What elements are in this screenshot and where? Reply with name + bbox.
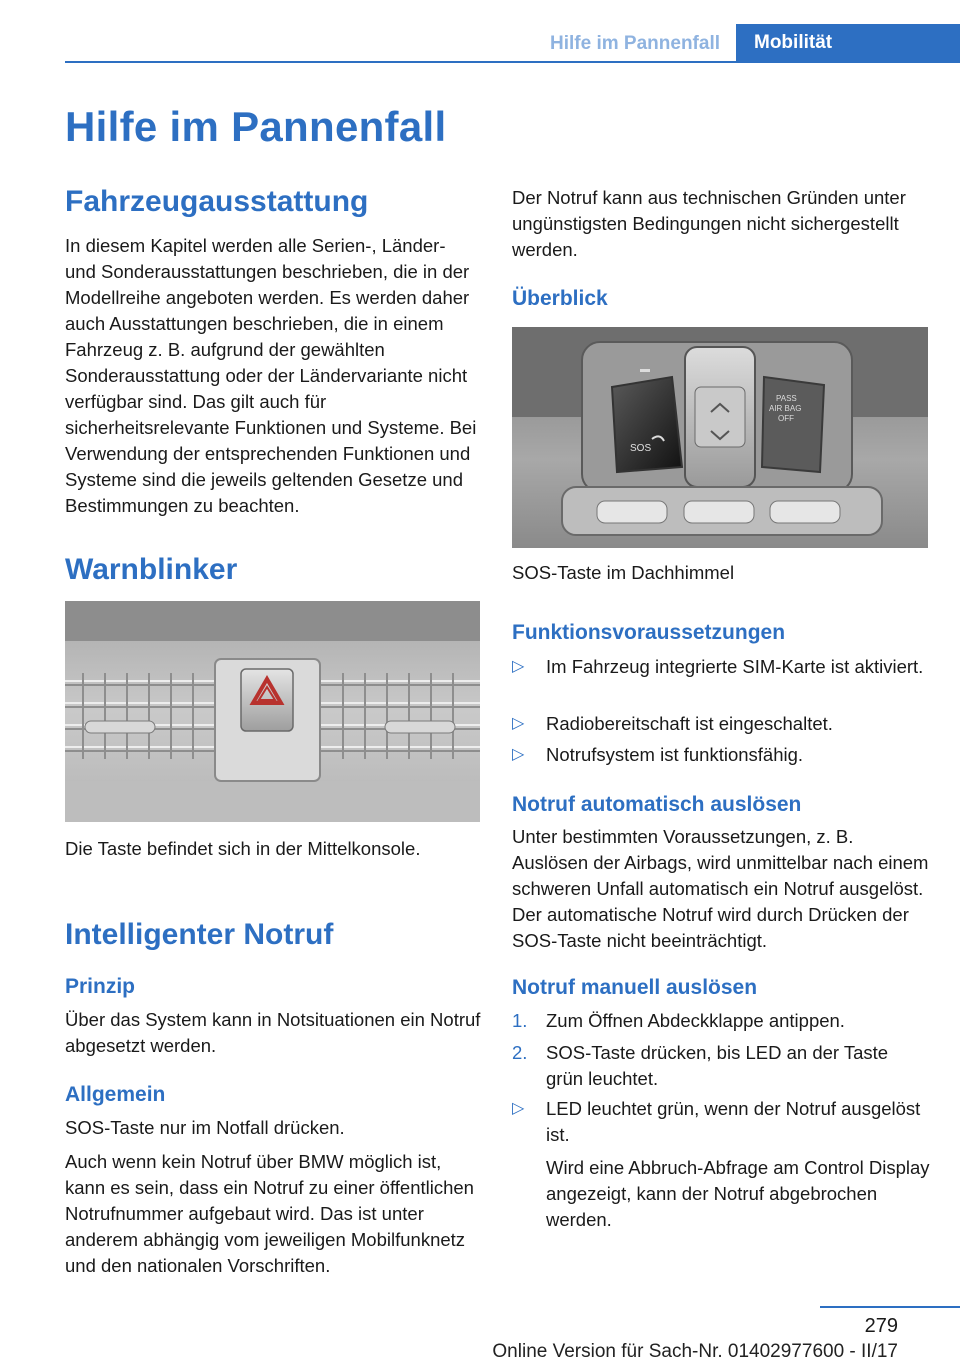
heading-ueberblick: Überblick — [512, 287, 608, 310]
heading-allgemein: Allgemein — [65, 1083, 166, 1106]
bullet-triangle-icon: ▷ — [512, 1100, 525, 1117]
sos-button-image — [512, 327, 928, 548]
online-version-note: Online Version für Sach-Nr. 01402977600 - II/17 — [492, 1341, 898, 1362]
step-number: 1. — [512, 1010, 528, 1031]
step-text: Zum Öffnen Abdeckklappe antippen. — [546, 1010, 845, 1031]
step-text: SOS-Taste drücken, bis LED an der Taste grün leuchtet. — [546, 1042, 889, 1089]
bullet-triangle-icon: ▷ — [512, 658, 525, 675]
list-item — [512, 1008, 930, 1034]
paragraph-led-note: Wird eine Abbruch-Abfrage am Control Display angezeigt, kann der Notruf abgebrochen werden. — [546, 1157, 930, 1230]
heading-fahrzeugausstattung: Fahrzeugausstattung — [65, 185, 369, 218]
heading-prinzip: Prinzip — [65, 975, 136, 998]
paragraph-fahrzeugausstattung: In diesem Kapitel werden alle Serien-, Länder- und Sonderausstattungen beschrieben, die in der Modellreihe angeboten werden. Es werden daher auch Ausstattungen beschrieben, die in einem Fahrzeug z. B. aufgrund der gewählten Sonderausstattung oder der Ländervariante nicht verfügbar sind. Das gilt auch für sicherheitsrelevante Funktionen und Systeme. Bei Verwendung der entsprechenden Funktionen und Systeme sind die jeweils geltenden Gesetze und Bestimmungen zu beachten. — [65, 235, 477, 516]
sos-label: SOS — [630, 443, 652, 454]
bullet-triangle-icon: ▷ — [512, 715, 525, 732]
caption-warnblinker: Die Taste befindet sich in der Mittelkonsole. — [65, 838, 421, 859]
paragraph-allgemein-1: SOS-Taste nur im Notfall drücken. — [65, 1117, 345, 1138]
heading-funktionsvoraussetzungen: Funktionsvoraussetzungen — [512, 621, 786, 644]
header-section-title: Hilfe im Pannenfall — [550, 33, 720, 54]
list-item — [512, 1040, 930, 1092]
list-item — [512, 1096, 930, 1148]
heading-warnblinker: Warnblinker — [65, 553, 238, 586]
paragraph-notruf-automatisch: Unter bestimmten Voraussetzungen, z. B. Auslösen der Airbags, wird unmittelbar nach einem schweren Unfall automatisch ein Notruf ausgelöst. Der automatische Notruf wird durch Drücken der SOS-Taste nicht beeinträchtigt. — [512, 826, 929, 951]
header-chapter-tab[interactable]: Mobilität — [736, 24, 960, 63]
bullet-triangle-icon: ▷ — [512, 746, 525, 763]
list-item — [512, 742, 930, 768]
list-item-text: Im Fahrzeug integrierte SIM-Karte ist aktiviert. — [546, 656, 924, 677]
list-item-text: Radiobereitschaft ist eingeschaltet. — [546, 713, 833, 734]
caption-sos: SOS-Taste im Dachhimmel — [512, 562, 735, 583]
list-item — [512, 654, 930, 680]
footer-rule — [820, 1306, 960, 1308]
heading-notruf-manuell: Notruf manuell auslösen — [512, 976, 758, 999]
header-rule — [65, 61, 960, 63]
heading-intelligenter-notruf: Intelligenter Notruf — [65, 918, 334, 951]
list-item — [512, 711, 930, 737]
heading-notruf-automatisch: Notruf automatisch auslösen — [512, 793, 802, 816]
paragraph-allgemein-2: Auch wenn kein Notruf über BMW möglich ist, kann es sein, dass ein Notruf zu einer öffentlichen Notrufnummer aufgebaut wird. Das ist unter anderem abhängig vom jeweiligen Mobilfunknetz und den nationalen Vorschriften. — [65, 1151, 474, 1276]
hazard-button-image — [65, 601, 480, 822]
list-item-text: Notrufsystem ist funktionsfähig. — [546, 744, 804, 765]
step-number: 2. — [512, 1042, 528, 1063]
page-number: 279 — [864, 1315, 898, 1337]
page-title: Hilfe im Pannenfall — [65, 103, 447, 150]
list-item-text: LED leuchtet grün, wenn der Notruf ausgelöst ist. — [546, 1098, 921, 1145]
pass-label-2: AIR BAG — [769, 404, 802, 413]
pass-label-1: PASS — [776, 394, 797, 403]
paragraph-notruf-intro: Der Notruf kann aus technischen Gründen unter ungünstigsten Bedingungen nicht sichergestellt werden. — [512, 187, 906, 260]
paragraph-prinzip: Über das System kann in Notsituationen ein Notruf abgesetzt werden. — [65, 1009, 481, 1056]
pass-label-3: OFF — [778, 414, 794, 423]
